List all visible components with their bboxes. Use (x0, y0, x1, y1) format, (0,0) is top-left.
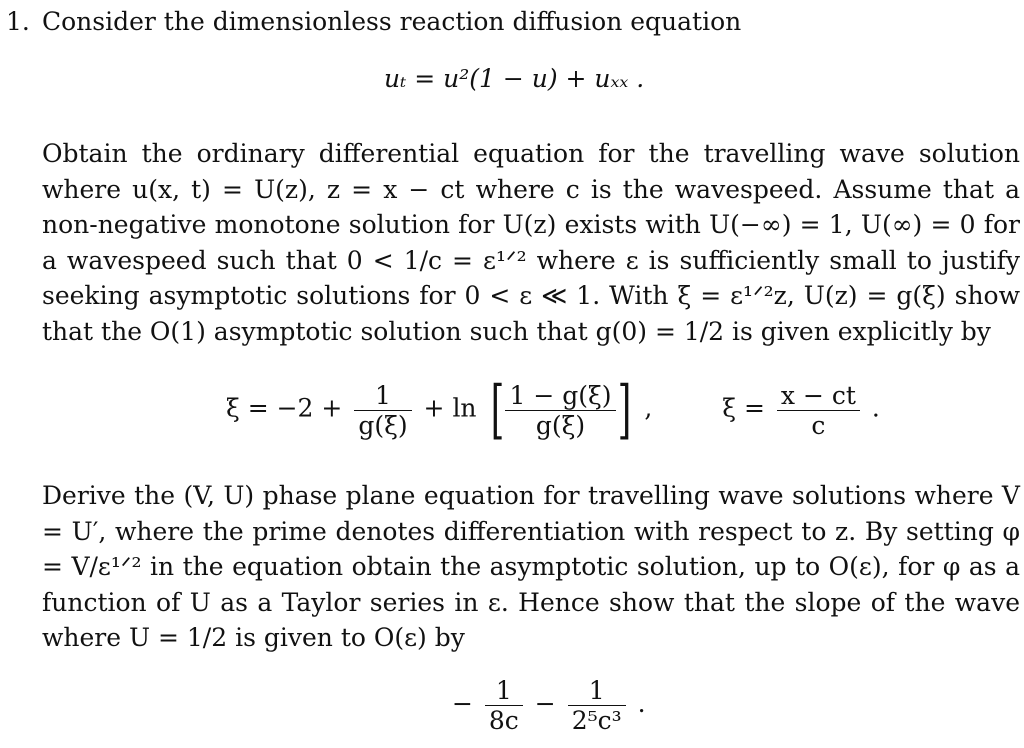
eq2-plus-ln: + ln (423, 393, 477, 423)
paragraph-phase-plane (42, 478, 1020, 656)
eq2-comma: , (644, 393, 653, 423)
paragraph-1-text: Obtain the ordinary differential equation for the travelling wave solution where u(x, t) = U(z), z = x − ct where c is the wavespeed. Assume that a non-negative monotone solution for U(z) exists with U(−∞) = 1, U(∞) = 0 for a wavespeed such that 0 < 1/c = ε¹ᐟ² where ε is sufficiently small to justify seeking asymptotic solutions for 0 < ε ≪ 1. With ξ = ε¹ᐟ²z, U(z) = g(ξ) show that the O(1) asymptotic solution such that g(0) = 1/2 is given explicitly by (42, 139, 1020, 346)
eq3-minus-2: − (534, 689, 556, 718)
eq2-frac2-den: g(ξ) (505, 410, 615, 440)
eq2-frac3-den: c (777, 410, 860, 440)
eq2-fraction-2 (505, 381, 615, 440)
eq2-period: . (871, 393, 880, 423)
eq2-fraction-1 (354, 381, 411, 440)
eq3-period: . (637, 689, 646, 718)
eq3-frac2-num: 1 (588, 676, 605, 705)
equation-wave-slope (452, 676, 646, 735)
paragraph-travelling-wave (42, 136, 1020, 349)
paragraph-2-text: Derive the (V, U) phase plane equation for travelling wave solutions where V = U′, where the prime denotes differentiation with respect to z. By setting φ = V/ε¹ᐟ² in the equation obtain the asymptotic solution, up to O(ε), for φ as a function of U as a Taylor series in ε. Hence show that the slope of the wave where U = 1/2 is given to O(ε) by (42, 481, 1020, 652)
eq3-frac2-den: 2⁵c³ (568, 705, 626, 735)
eq3-frac1-den: 8c (485, 705, 523, 735)
equation-explicit-solution (226, 373, 880, 447)
eq2-xi-eq: ξ = (722, 393, 765, 423)
equation-reaction-diffusion: uₜ = u²(1 − u) + uₓₓ . (384, 64, 645, 93)
eq3-fraction-1 (485, 676, 523, 735)
eq2-fraction-3 (777, 381, 860, 440)
eq2-lhs: ξ = −2 + (226, 393, 343, 423)
eq2-frac3-num: x − ct (780, 380, 856, 410)
eq3-minus-1: − (452, 689, 473, 718)
eq2-frac1-num: 1 (375, 380, 391, 410)
right-bracket: ] (617, 373, 631, 447)
eq3-frac1-num: 1 (495, 676, 512, 705)
problem-number: 1. (6, 7, 30, 36)
problem-intro: Consider the dimensionless reaction diffusion equation (42, 7, 742, 36)
eq2-frac1-den: g(ξ) (354, 410, 411, 440)
eq2-frac2-num: 1 − g(ξ) (509, 380, 612, 410)
left-bracket: [ (490, 373, 504, 447)
eq3-fraction-2 (568, 676, 626, 735)
